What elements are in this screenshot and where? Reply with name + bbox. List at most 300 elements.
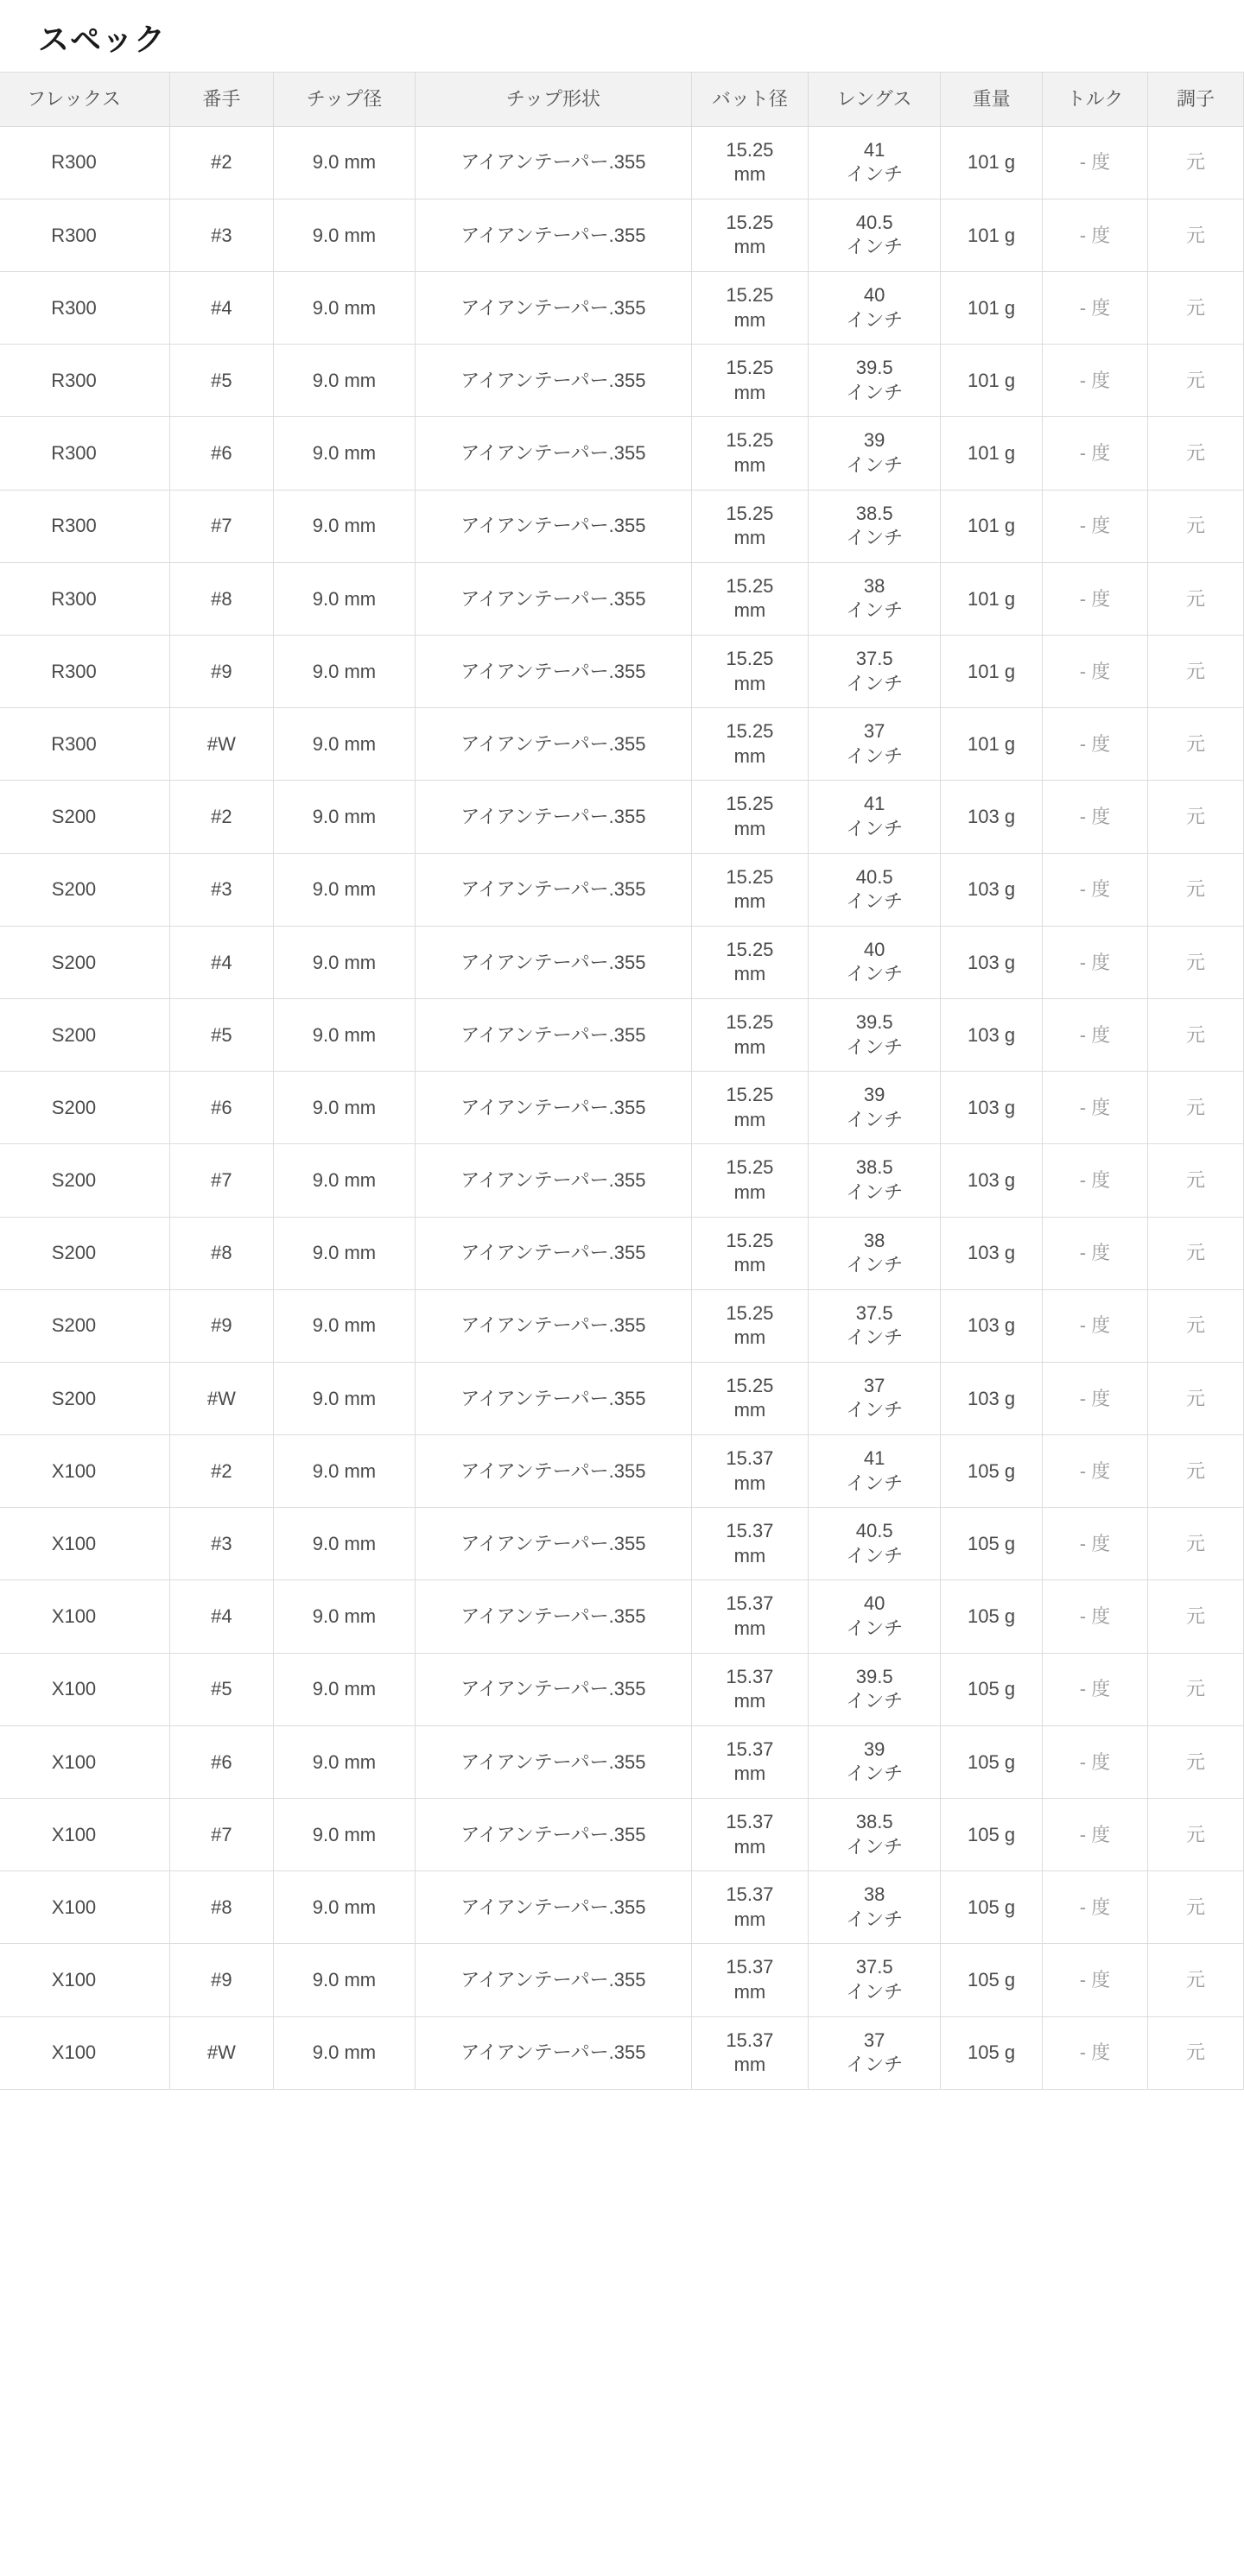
table-cell: #2 xyxy=(169,1435,273,1508)
table-row xyxy=(0,490,1244,562)
table-cell xyxy=(691,2016,808,2089)
cell-value: 39 xyxy=(863,1737,885,1760)
cell-unit: mm xyxy=(733,672,766,694)
table-row xyxy=(0,781,1244,853)
table-cell: 101 g xyxy=(941,345,1043,417)
table-cell: S200 xyxy=(0,1144,169,1217)
cell-value: 37.5 xyxy=(855,1301,893,1324)
table-cell: - 度 xyxy=(1042,926,1147,998)
table-cell: R300 xyxy=(0,199,169,271)
cell-unit: mm xyxy=(733,1399,766,1421)
table-cell: R300 xyxy=(0,562,169,635)
table-cell: #4 xyxy=(169,1580,273,1653)
cell-value: 15.25 xyxy=(726,1301,774,1324)
table-cell: 9.0 mm xyxy=(273,1435,415,1508)
table-cell: #5 xyxy=(169,998,273,1071)
table-cell: X100 xyxy=(0,1580,169,1653)
cell-unit: mm xyxy=(733,817,766,839)
cell-value: 40.5 xyxy=(855,865,893,888)
table-cell xyxy=(809,272,941,345)
cell-value: 15.25 xyxy=(726,1010,774,1033)
table-row xyxy=(0,1217,1244,1289)
table-cell: アイアンテーパー.355 xyxy=(416,781,692,853)
table-cell: R300 xyxy=(0,490,169,562)
table-cell: 9.0 mm xyxy=(273,417,415,490)
table-cell: 9.0 mm xyxy=(273,1580,415,1653)
table-row xyxy=(0,2016,1244,2089)
table-cell xyxy=(691,1144,808,1217)
table-cell: #3 xyxy=(169,1508,273,1580)
table-cell: #8 xyxy=(169,562,273,635)
table-cell: アイアンテーパー.355 xyxy=(416,1144,692,1217)
cell-value: 40.5 xyxy=(855,211,893,233)
cell-value: 15.25 xyxy=(726,357,774,379)
table-cell: アイアンテーパー.355 xyxy=(416,272,692,345)
table-row xyxy=(0,1725,1244,1798)
table-cell: 元 xyxy=(1147,272,1243,345)
cell-unit: インチ xyxy=(846,1472,904,1494)
table-cell: 9.0 mm xyxy=(273,1653,415,1725)
table-cell: S200 xyxy=(0,1362,169,1434)
table-cell: アイアンテーパー.355 xyxy=(416,490,692,562)
cell-value: 38.5 xyxy=(855,1811,893,1832)
table-cell xyxy=(809,1580,941,1653)
cell-unit: mm xyxy=(733,381,766,403)
table-cell xyxy=(691,1362,808,1434)
table-cell xyxy=(809,562,941,635)
table-cell: 101 g xyxy=(941,562,1043,635)
table-cell: 元 xyxy=(1147,708,1243,781)
column-header: 調子 xyxy=(1147,73,1243,127)
table-cell xyxy=(809,1944,941,2016)
table-cell: - 度 xyxy=(1042,1289,1147,1362)
table-cell: 元 xyxy=(1147,1725,1243,1798)
table-cell: 9.0 mm xyxy=(273,272,415,345)
table-cell: 9.0 mm xyxy=(273,1871,415,1944)
cell-unit: インチ xyxy=(846,890,904,913)
table-row xyxy=(0,1144,1244,1217)
cell-value: 39.5 xyxy=(855,357,893,379)
cell-value: 38.5 xyxy=(855,1156,893,1179)
table-cell: 103 g xyxy=(941,1217,1043,1289)
table-cell: - 度 xyxy=(1042,345,1147,417)
cell-value: 15.25 xyxy=(726,1156,774,1179)
table-cell: X100 xyxy=(0,1799,169,1871)
cell-value: 15.25 xyxy=(726,793,774,815)
table-cell: - 度 xyxy=(1042,1871,1147,1944)
table-cell: R300 xyxy=(0,708,169,781)
table-cell: 9.0 mm xyxy=(273,1362,415,1434)
cell-unit: インチ xyxy=(846,1763,904,1785)
table-cell: X100 xyxy=(0,1725,169,1798)
table-cell: アイアンテーパー.355 xyxy=(416,1725,692,1798)
column-header: レングス xyxy=(809,73,941,127)
table-cell: 元 xyxy=(1147,636,1243,708)
table-cell: 101 g xyxy=(941,272,1043,345)
cell-value: 15.37 xyxy=(726,1447,774,1470)
column-header: トルク xyxy=(1042,73,1147,127)
table-cell: 9.0 mm xyxy=(273,345,415,417)
table-cell: - 度 xyxy=(1042,1508,1147,1580)
table-cell: 元 xyxy=(1147,1799,1243,1871)
cell-unit: mm xyxy=(733,1544,766,1566)
table-cell xyxy=(809,1508,941,1580)
table-cell: 101 g xyxy=(941,708,1043,781)
cell-value: 15.37 xyxy=(726,1592,774,1615)
cell-unit: インチ xyxy=(846,817,904,839)
table-cell xyxy=(691,1289,808,1362)
table-cell: 101 g xyxy=(941,126,1043,199)
table-cell: #7 xyxy=(169,1144,273,1217)
column-header: フレックス xyxy=(0,73,169,127)
table-cell: アイアンテーパー.355 xyxy=(416,708,692,781)
table-cell: アイアンテーパー.355 xyxy=(416,1944,692,2016)
table-cell: 元 xyxy=(1147,1580,1243,1653)
cell-value: 37.5 xyxy=(855,648,893,669)
table-cell xyxy=(809,417,941,490)
table-cell: 元 xyxy=(1147,1217,1243,1289)
table-cell xyxy=(691,199,808,271)
table-row xyxy=(0,1580,1244,1653)
cell-unit: インチ xyxy=(846,1399,904,1421)
cell-value: 15.25 xyxy=(726,648,774,669)
table-cell: #W xyxy=(169,2016,273,2089)
table-cell: 元 xyxy=(1147,562,1243,635)
table-cell: 101 g xyxy=(941,490,1043,562)
table-cell: R300 xyxy=(0,417,169,490)
table-cell: アイアンテーパー.355 xyxy=(416,562,692,635)
table-header-row xyxy=(0,73,1244,127)
cell-unit: インチ xyxy=(846,1108,904,1130)
table-cell: #3 xyxy=(169,853,273,926)
cell-value: 38 xyxy=(863,1229,885,1251)
table-cell xyxy=(691,1871,808,1944)
cell-value: 38 xyxy=(863,574,885,597)
table-cell: - 度 xyxy=(1042,1725,1147,1798)
table-cell xyxy=(809,708,941,781)
cell-value: 15.25 xyxy=(726,938,774,960)
table-cell: #5 xyxy=(169,345,273,417)
table-row xyxy=(0,126,1244,199)
cell-unit: インチ xyxy=(846,1617,904,1640)
table-cell: 元 xyxy=(1147,781,1243,853)
table-row xyxy=(0,1289,1244,1362)
cell-value: 38 xyxy=(863,1883,885,1906)
column-header: 番手 xyxy=(169,73,273,127)
table-cell xyxy=(691,1435,808,1508)
table-cell: #3 xyxy=(169,199,273,271)
table-cell: 9.0 mm xyxy=(273,1799,415,1871)
table-cell: 103 g xyxy=(941,1289,1043,1362)
table-cell: 105 g xyxy=(941,1508,1043,1580)
table-cell: 105 g xyxy=(941,1944,1043,2016)
table-cell: 101 g xyxy=(941,417,1043,490)
table-cell: - 度 xyxy=(1042,853,1147,926)
page-title: スペック xyxy=(38,22,167,57)
table-row xyxy=(0,1944,1244,2016)
table-cell xyxy=(691,636,808,708)
table-row xyxy=(0,417,1244,490)
table-cell xyxy=(809,1362,941,1434)
table-cell xyxy=(809,1072,941,1144)
table-row xyxy=(0,998,1244,1071)
cell-value: 15.37 xyxy=(726,1665,774,1687)
table-cell xyxy=(809,1217,941,1289)
table-cell: 103 g xyxy=(941,926,1043,998)
cell-value: 41 xyxy=(863,1447,885,1470)
table-cell: アイアンテーパー.355 xyxy=(416,1362,692,1434)
cell-unit: インチ xyxy=(846,308,904,331)
table-cell: #2 xyxy=(169,126,273,199)
table-cell: - 度 xyxy=(1042,1144,1147,1217)
table-cell: R300 xyxy=(0,126,169,199)
table-cell: S200 xyxy=(0,926,169,998)
table-cell: アイアンテーパー.355 xyxy=(416,2016,692,2089)
table-cell: 103 g xyxy=(941,1144,1043,1217)
table-cell: アイアンテーパー.355 xyxy=(416,1508,692,1580)
table-cell: - 度 xyxy=(1042,417,1147,490)
table-cell: - 度 xyxy=(1042,1653,1147,1725)
table-cell: - 度 xyxy=(1042,1362,1147,1434)
cell-unit: インチ xyxy=(846,1035,904,1058)
table-cell: #7 xyxy=(169,1799,273,1871)
table-cell: 103 g xyxy=(941,781,1043,853)
spec-table xyxy=(0,72,1244,2090)
table-cell xyxy=(809,1725,941,1798)
cell-value: 40.5 xyxy=(855,1520,893,1542)
table-row xyxy=(0,1435,1244,1508)
table-cell xyxy=(691,562,808,635)
table-header xyxy=(0,73,1244,127)
table-cell: #8 xyxy=(169,1217,273,1289)
cell-value: 39 xyxy=(863,429,885,452)
table-cell: - 度 xyxy=(1042,1217,1147,1289)
cell-value: 37 xyxy=(863,1374,885,1396)
table-cell xyxy=(809,199,941,271)
cell-unit: インチ xyxy=(846,744,904,767)
table-cell: - 度 xyxy=(1042,562,1147,635)
table-cell: #8 xyxy=(169,1871,273,1944)
table-cell xyxy=(809,636,941,708)
table-cell xyxy=(809,490,941,562)
table-cell xyxy=(691,998,808,1071)
table-cell xyxy=(691,490,808,562)
table-cell xyxy=(691,126,808,199)
table-cell: 元 xyxy=(1147,1289,1243,1362)
table-row xyxy=(0,562,1244,635)
table-cell: - 度 xyxy=(1042,1799,1147,1871)
cell-value: 15.25 xyxy=(726,138,774,161)
table-cell: #6 xyxy=(169,1072,273,1144)
table-row xyxy=(0,199,1244,271)
table-row xyxy=(0,853,1244,926)
cell-unit: インチ xyxy=(846,1254,904,1276)
table-cell: 9.0 mm xyxy=(273,708,415,781)
table-cell xyxy=(691,417,808,490)
cell-value: 15.37 xyxy=(726,1883,774,1906)
table-cell: アイアンテーパー.355 xyxy=(416,636,692,708)
table-cell: 9.0 mm xyxy=(273,490,415,562)
cell-value: 39.5 xyxy=(855,1665,893,1687)
table-cell: アイアンテーパー.355 xyxy=(416,1580,692,1653)
cell-value: 15.25 xyxy=(726,1084,774,1106)
cell-value: 15.37 xyxy=(726,1956,774,1978)
cell-value: 15.37 xyxy=(726,2029,774,2051)
table-cell: 105 g xyxy=(941,1580,1043,1653)
table-cell: 9.0 mm xyxy=(273,1144,415,1217)
cell-unit: インチ xyxy=(846,527,904,549)
table-cell xyxy=(691,1217,808,1289)
table-cell: 9.0 mm xyxy=(273,781,415,853)
table-cell: アイアンテーパー.355 xyxy=(416,1072,692,1144)
table-body xyxy=(0,126,1244,2089)
table-cell: #9 xyxy=(169,636,273,708)
cell-value: 15.25 xyxy=(726,574,774,597)
cell-value: 15.25 xyxy=(726,720,774,743)
table-cell: 101 g xyxy=(941,199,1043,271)
cell-value: 40 xyxy=(863,938,885,960)
table-cell xyxy=(809,1144,941,1217)
table-cell: 元 xyxy=(1147,998,1243,1071)
cell-unit: mm xyxy=(733,1108,766,1130)
table-cell: #5 xyxy=(169,1653,273,1725)
table-cell: - 度 xyxy=(1042,1435,1147,1508)
table-cell: - 度 xyxy=(1042,490,1147,562)
table-cell: 9.0 mm xyxy=(273,1217,415,1289)
cell-value: 38.5 xyxy=(855,502,893,524)
table-cell: #W xyxy=(169,1362,273,1434)
table-cell: 9.0 mm xyxy=(273,1508,415,1580)
spec-table-container xyxy=(0,72,1244,2090)
table-row xyxy=(0,1072,1244,1144)
table-cell: 元 xyxy=(1147,1871,1243,1944)
table-cell xyxy=(809,853,941,926)
cell-value: 39 xyxy=(863,1084,885,1106)
table-cell: 9.0 mm xyxy=(273,2016,415,2089)
cell-value: 15.25 xyxy=(726,502,774,524)
table-cell xyxy=(691,853,808,926)
table-cell: 9.0 mm xyxy=(273,636,415,708)
table-cell xyxy=(691,708,808,781)
cell-value: 40 xyxy=(863,1592,885,1615)
table-cell: アイアンテーパー.355 xyxy=(416,1289,692,1362)
table-cell xyxy=(809,345,941,417)
cell-unit: mm xyxy=(733,1180,766,1203)
cell-value: 15.37 xyxy=(726,1737,774,1760)
cell-value: 15.25 xyxy=(726,1374,774,1396)
cell-value: 37 xyxy=(863,2029,885,2051)
cell-unit: mm xyxy=(733,236,766,258)
table-cell: - 度 xyxy=(1042,1072,1147,1144)
table-cell: 9.0 mm xyxy=(273,853,415,926)
table-cell: 105 g xyxy=(941,1435,1043,1508)
table-row xyxy=(0,1799,1244,1871)
cell-value: 39.5 xyxy=(855,1010,893,1033)
table-cell: #4 xyxy=(169,926,273,998)
table-cell: 元 xyxy=(1147,1653,1243,1725)
table-cell: アイアンテーパー.355 xyxy=(416,926,692,998)
cell-value: 15.25 xyxy=(726,284,774,307)
table-cell: 9.0 mm xyxy=(273,562,415,635)
table-cell xyxy=(691,1799,808,1871)
table-cell: アイアンテーパー.355 xyxy=(416,998,692,1071)
table-cell: アイアンテーパー.355 xyxy=(416,1435,692,1508)
column-header: 重量 xyxy=(941,73,1043,127)
table-cell xyxy=(691,345,808,417)
cell-unit: mm xyxy=(733,1035,766,1058)
cell-unit: インチ xyxy=(846,454,904,477)
table-cell xyxy=(691,1580,808,1653)
table-cell: #W xyxy=(169,708,273,781)
cell-unit: インチ xyxy=(846,236,904,258)
table-cell: X100 xyxy=(0,1653,169,1725)
table-cell: #6 xyxy=(169,1725,273,1798)
table-cell: - 度 xyxy=(1042,1944,1147,2016)
table-cell: - 度 xyxy=(1042,2016,1147,2089)
cell-unit: インチ xyxy=(846,1908,904,1930)
cell-unit: mm xyxy=(733,1763,766,1785)
cell-unit: インチ xyxy=(846,1544,904,1566)
table-cell: 101 g xyxy=(941,636,1043,708)
table-cell: S200 xyxy=(0,1217,169,1289)
table-cell xyxy=(809,2016,941,2089)
table-cell: アイアンテーパー.355 xyxy=(416,1217,692,1289)
cell-unit: mm xyxy=(733,1472,766,1494)
cell-unit: mm xyxy=(733,454,766,477)
table-cell: S200 xyxy=(0,998,169,1071)
table-cell: R300 xyxy=(0,636,169,708)
cell-value: 37 xyxy=(863,720,885,743)
table-cell xyxy=(809,126,941,199)
table-cell: 元 xyxy=(1147,126,1243,199)
cell-unit: インチ xyxy=(846,672,904,694)
table-row xyxy=(0,1362,1244,1434)
table-cell xyxy=(691,1653,808,1725)
spec-page xyxy=(0,16,1244,2090)
table-cell xyxy=(809,926,941,998)
cell-value: 41 xyxy=(863,138,885,161)
cell-unit: インチ xyxy=(846,1690,904,1712)
cell-unit: mm xyxy=(733,1254,766,1276)
cell-value: 41 xyxy=(863,793,885,815)
table-cell: アイアンテーパー.355 xyxy=(416,1871,692,1944)
table-cell: S200 xyxy=(0,853,169,926)
cell-unit: インチ xyxy=(846,599,904,622)
cell-unit: インチ xyxy=(846,963,904,985)
cell-unit: mm xyxy=(733,2054,766,2076)
column-header: チップ形状 xyxy=(416,73,692,127)
cell-unit: インチ xyxy=(846,381,904,403)
table-row xyxy=(0,1653,1244,1725)
table-cell: アイアンテーパー.355 xyxy=(416,853,692,926)
table-cell xyxy=(809,1871,941,1944)
table-row xyxy=(0,1871,1244,1944)
table-cell: 元 xyxy=(1147,2016,1243,2089)
table-cell: - 度 xyxy=(1042,998,1147,1071)
table-cell: R300 xyxy=(0,272,169,345)
table-cell xyxy=(691,926,808,998)
table-cell: 105 g xyxy=(941,1799,1043,1871)
table-cell: S200 xyxy=(0,781,169,853)
table-cell: 元 xyxy=(1147,1362,1243,1434)
table-cell xyxy=(809,1435,941,1508)
table-cell: #4 xyxy=(169,272,273,345)
table-cell: 元 xyxy=(1147,926,1243,998)
table-cell xyxy=(691,1944,808,2016)
table-row xyxy=(0,926,1244,998)
table-cell: 9.0 mm xyxy=(273,926,415,998)
table-cell: - 度 xyxy=(1042,708,1147,781)
